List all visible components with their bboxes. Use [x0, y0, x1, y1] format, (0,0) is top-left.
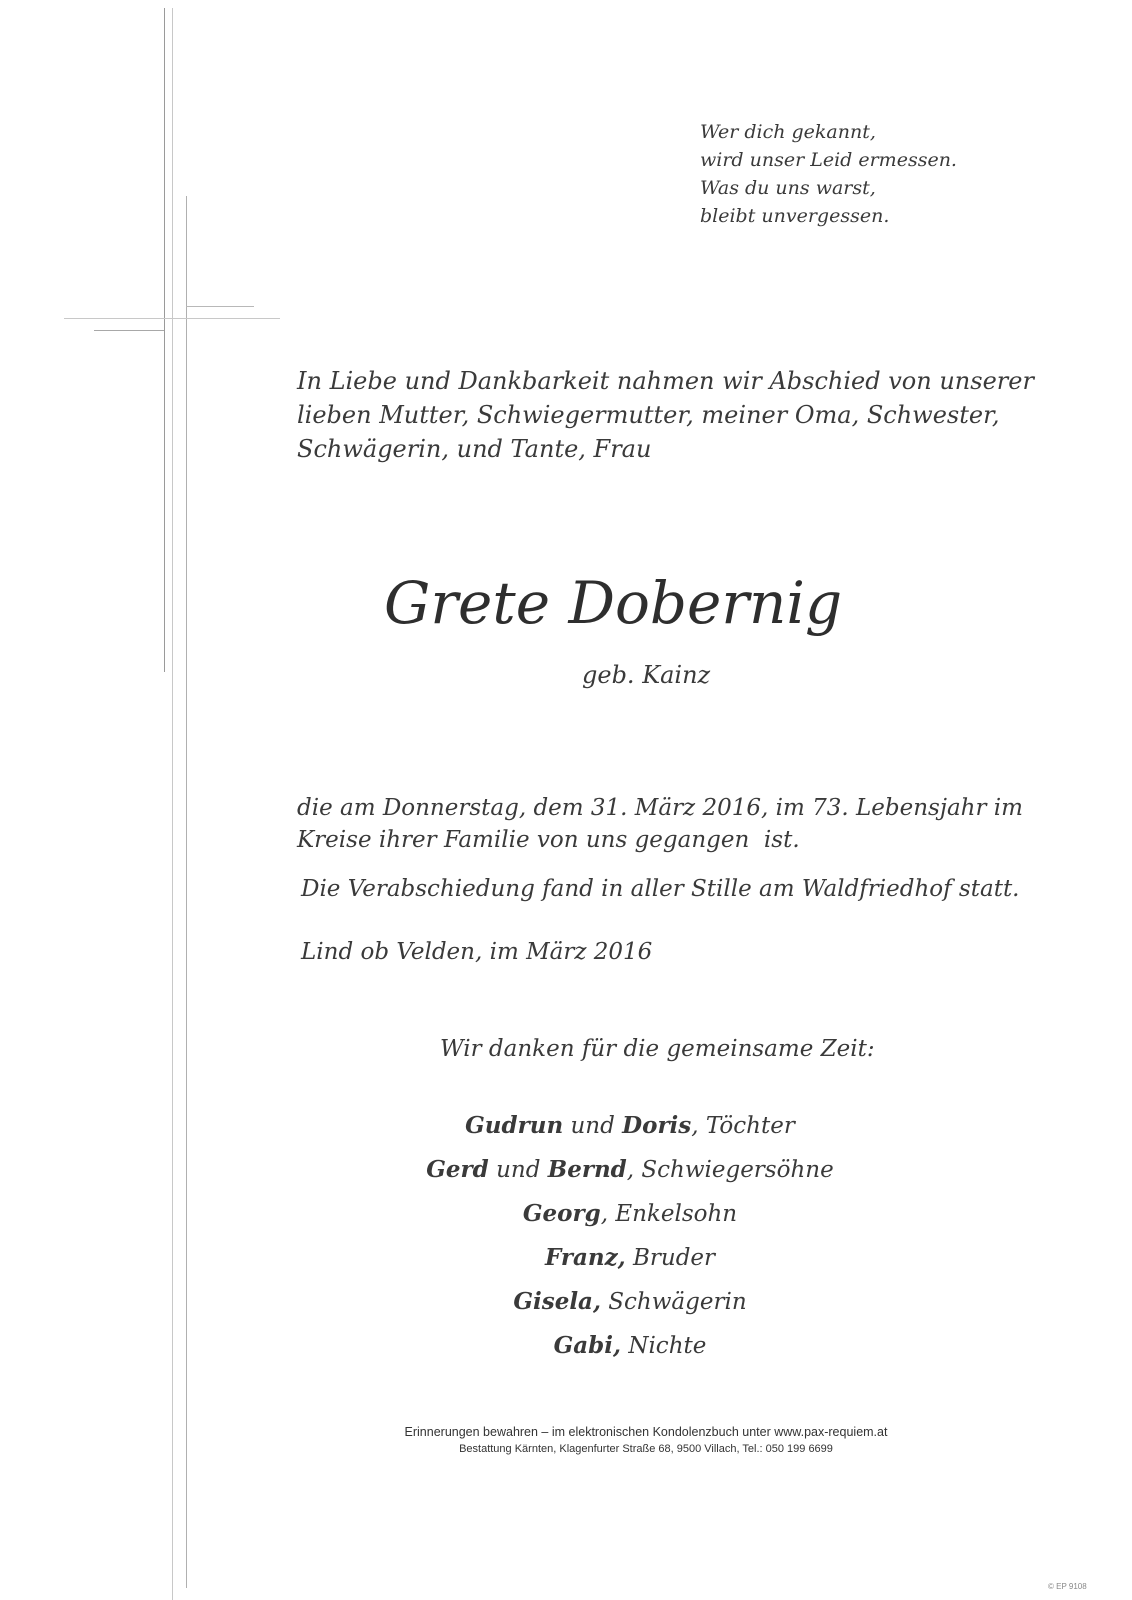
mourner-name: Doris [622, 1112, 692, 1139]
footer-undertaker-line: Bestattung Kärnten, Klagenfurter Straße 68, 9500 Villach, Tel.: 050 199 6699 [459, 1443, 833, 1455]
poem-line: Was du uns warst, [700, 177, 876, 199]
intro-line: lieben Mutter, Schwiegermutter, meiner Oma, Schwester, [297, 401, 1000, 429]
cross-vertical-line-middle [172, 8, 173, 1600]
cross-horizontal-line-long [64, 318, 280, 319]
print-code: © EP 9108 [1048, 1582, 1087, 1591]
footer-condolence-line: Erinnerungen bewahren – im elektronischen Kondolenzbuch unter www.pax-requiem.at [404, 1425, 888, 1439]
mourner-entry [310, 1192, 950, 1236]
mourner-relation: , Enkelsohn [600, 1201, 738, 1227]
mourner-relation: Bruder [625, 1245, 716, 1271]
memorial-poem [700, 118, 957, 230]
mourner-name: Gerd [426, 1156, 489, 1183]
mourner-name: Gisela, [513, 1288, 601, 1315]
deceased-name: Grete Dobernig [384, 569, 843, 637]
mourner-entry [310, 1104, 950, 1148]
mourner-conjunction: und [563, 1113, 623, 1139]
mourners-list [310, 1104, 950, 1368]
mourner-relation: Schwägerin [600, 1289, 747, 1315]
mourner-conjunction: und [488, 1157, 548, 1183]
mourner-entry [310, 1280, 950, 1324]
mourner-relation: Nichte [621, 1333, 707, 1359]
death-notice [297, 792, 1023, 856]
death-notice-line: Kreise ihrer Familie von uns gegangen ist. [297, 827, 800, 853]
mourner-name: Bernd [547, 1156, 627, 1183]
poem-line: bleibt unvergessen. [700, 205, 890, 227]
mourner-name: Georg [522, 1200, 601, 1227]
mourner-entry [310, 1236, 950, 1280]
place-date: Lind ob Velden, im März 2016 [301, 939, 653, 965]
cross-horizontal-line-left [94, 330, 164, 331]
intro-line: In Liebe und Dankbarkeit nahmen wir Abschied von unserer [297, 367, 1034, 395]
mourner-entry [310, 1148, 950, 1192]
mourner-name: Franz, [544, 1244, 626, 1271]
farewell-notice: Die Verabschiedung fand in aller Stille am Waldfriedhof statt. [301, 876, 1020, 902]
thanks-heading: Wir danken für die gemeinsame Zeit: [440, 1036, 875, 1062]
cross-horizontal-line-right [186, 306, 254, 307]
mourner-relation: , Töchter [691, 1113, 795, 1139]
intro-line: Schwägerin, und Tante, Frau [297, 435, 652, 463]
cross-vertical-line-inner [186, 196, 187, 1588]
footer [340, 1424, 952, 1457]
mourner-entry [310, 1324, 950, 1368]
intro-paragraph [297, 364, 1034, 466]
cross-vertical-line-outer [164, 8, 165, 672]
mourner-name: Gudrun [465, 1112, 564, 1139]
poem-line: Wer dich gekannt, [700, 121, 876, 143]
mourner-name: Gabi, [553, 1332, 622, 1359]
mourner-relation: , Schwiegersöhne [626, 1157, 834, 1183]
poem-line: wird unser Leid ermessen. [700, 149, 957, 171]
birth-name: geb. Kainz [582, 661, 711, 689]
death-notice-line: die am Donnerstag, dem 31. März 2016, im 73. Lebensjahr im [297, 795, 1023, 821]
